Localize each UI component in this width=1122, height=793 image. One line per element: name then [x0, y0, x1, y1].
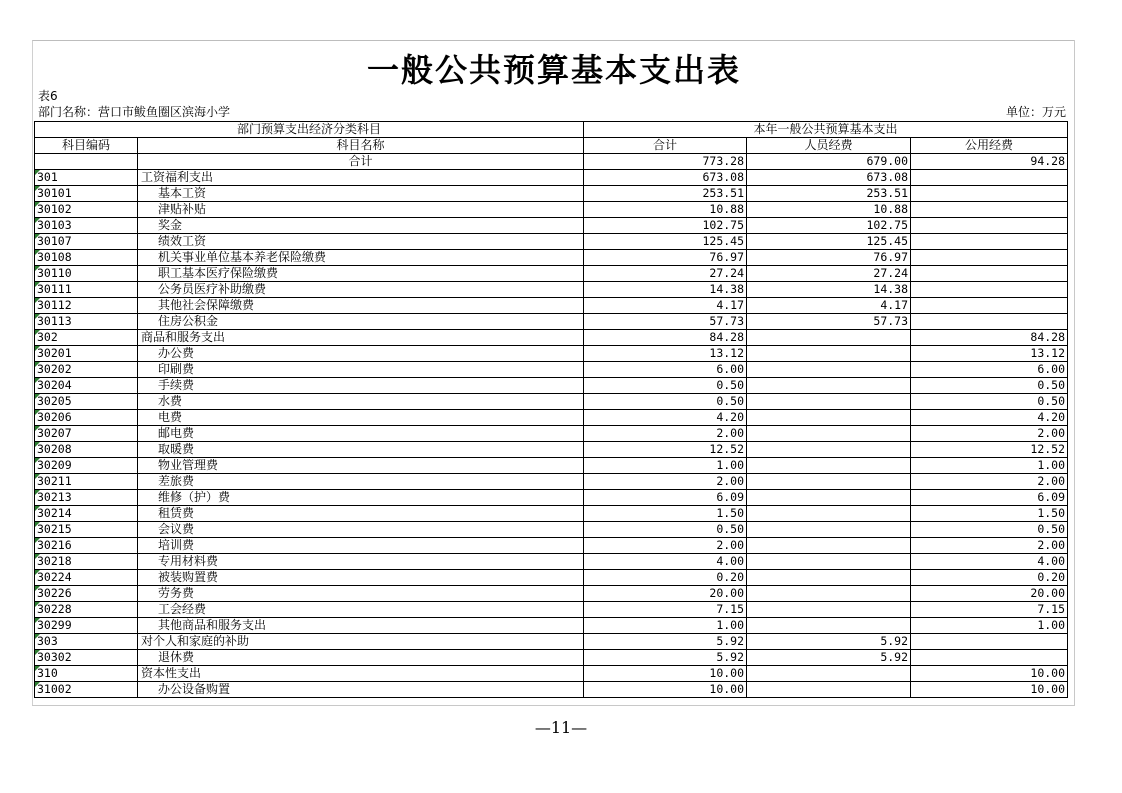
row-public: 0.20 — [911, 570, 1068, 586]
row-public: 0.50 — [911, 378, 1068, 394]
table-row — [35, 474, 1068, 490]
header-public: 公用经费 — [911, 138, 1068, 154]
row-total: 10.88 — [584, 202, 747, 218]
table-row — [35, 554, 1068, 570]
row-code: 30226 — [35, 586, 138, 602]
header-column-row — [35, 138, 1068, 154]
table-row — [35, 186, 1068, 202]
row-name: 住房公积金 — [138, 314, 584, 330]
row-personnel — [747, 442, 911, 458]
row-code: 31002 — [35, 682, 138, 698]
row-code: 30204 — [35, 378, 138, 394]
row-public: 1.50 — [911, 506, 1068, 522]
table-row — [35, 266, 1068, 282]
header-name: 科目名称 — [138, 138, 584, 154]
row-code: 30213 — [35, 490, 138, 506]
row-personnel: 10.88 — [747, 202, 911, 218]
row-name: 对个人和家庭的补助 — [138, 634, 584, 650]
row-name: 办公费 — [138, 346, 584, 362]
row-personnel — [747, 362, 911, 378]
header-code: 科目编码 — [35, 138, 138, 154]
row-name: 办公设备购置 — [138, 682, 584, 698]
row-total: 0.20 — [584, 570, 747, 586]
row-code: 30206 — [35, 410, 138, 426]
row-total: 4.00 — [584, 554, 747, 570]
row-public: 0.50 — [911, 394, 1068, 410]
row-name: 会议费 — [138, 522, 584, 538]
row-personnel: 14.38 — [747, 282, 911, 298]
row-code: 30209 — [35, 458, 138, 474]
row-public: 6.09 — [911, 490, 1068, 506]
row-name: 水费 — [138, 394, 584, 410]
table-row — [35, 170, 1068, 186]
table-row — [35, 458, 1068, 474]
row-total: 6.00 — [584, 362, 747, 378]
row-name: 印刷费 — [138, 362, 584, 378]
table-row — [35, 442, 1068, 458]
row-total: 84.28 — [584, 330, 747, 346]
row-personnel — [747, 570, 911, 586]
row-public: 7.15 — [911, 602, 1068, 618]
row-name: 绩效工资 — [138, 234, 584, 250]
row-name: 劳务费 — [138, 586, 584, 602]
row-code: 30207 — [35, 426, 138, 442]
row-name: 津贴补贴 — [138, 202, 584, 218]
row-personnel: 125.45 — [747, 234, 911, 250]
row-personnel: 76.97 — [747, 250, 911, 266]
row-public: 84.28 — [911, 330, 1068, 346]
row-total: 13.12 — [584, 346, 747, 362]
bottom-edge-line — [32, 705, 1075, 706]
row-public: 12.52 — [911, 442, 1068, 458]
row-name: 其他商品和服务支出 — [138, 618, 584, 634]
table-row — [35, 506, 1068, 522]
row-public — [911, 634, 1068, 650]
header-personnel: 人员经费 — [747, 138, 911, 154]
row-name: 工会经费 — [138, 602, 584, 618]
row-public: 1.00 — [911, 618, 1068, 634]
row-code: 30112 — [35, 298, 138, 314]
row-code: 30103 — [35, 218, 138, 234]
row-code: 30111 — [35, 282, 138, 298]
row-public: 13.12 — [911, 346, 1068, 362]
row-personnel — [747, 682, 911, 698]
row-name: 公务员医疗补助缴费 — [138, 282, 584, 298]
row-code: 30202 — [35, 362, 138, 378]
summary-code-cell — [35, 154, 138, 170]
row-code: 30110 — [35, 266, 138, 282]
table-row — [35, 538, 1068, 554]
row-name: 取暖费 — [138, 442, 584, 458]
row-personnel — [747, 378, 911, 394]
row-total: 10.00 — [584, 682, 747, 698]
table-row — [35, 282, 1068, 298]
table-row — [35, 410, 1068, 426]
row-total: 27.24 — [584, 266, 747, 282]
row-personnel — [747, 490, 911, 506]
row-code: 30214 — [35, 506, 138, 522]
row-public — [911, 250, 1068, 266]
table-row — [35, 522, 1068, 538]
row-code: 301 — [35, 170, 138, 186]
row-personnel — [747, 426, 911, 442]
row-personnel: 57.73 — [747, 314, 911, 330]
row-total: 57.73 — [584, 314, 747, 330]
row-total: 102.75 — [584, 218, 747, 234]
row-public: 2.00 — [911, 538, 1068, 554]
row-personnel — [747, 602, 911, 618]
row-total: 2.00 — [584, 426, 747, 442]
row-personnel — [747, 330, 911, 346]
row-public — [911, 170, 1068, 186]
row-public: 2.00 — [911, 474, 1068, 490]
row-personnel: 102.75 — [747, 218, 911, 234]
table-row — [35, 570, 1068, 586]
table-row — [35, 650, 1068, 666]
row-public: 6.00 — [911, 362, 1068, 378]
row-name: 基本工资 — [138, 186, 584, 202]
table-number: 表6 — [38, 89, 58, 103]
row-public: 4.20 — [911, 410, 1068, 426]
row-name: 奖金 — [138, 218, 584, 234]
table-row — [35, 602, 1068, 618]
row-name: 商品和服务支出 — [138, 330, 584, 346]
row-personnel — [747, 410, 911, 426]
row-total: 20.00 — [584, 586, 747, 602]
row-code: 30211 — [35, 474, 138, 490]
row-name: 专用材料费 — [138, 554, 584, 570]
row-total: 6.09 — [584, 490, 747, 506]
table-row — [35, 666, 1068, 682]
row-personnel — [747, 394, 911, 410]
document-page — [32, 40, 1075, 706]
row-name: 差旅费 — [138, 474, 584, 490]
table-row — [35, 298, 1068, 314]
header-group-row — [35, 122, 1068, 138]
row-code: 30201 — [35, 346, 138, 362]
unit-label: 单位：万元 — [1005, 105, 1066, 119]
row-name: 资本性支出 — [138, 666, 584, 682]
row-name: 物业管理费 — [138, 458, 584, 474]
row-public — [911, 298, 1068, 314]
header-group-left: 部门预算支出经济分类科目 — [35, 122, 584, 138]
row-public: 10.00 — [911, 666, 1068, 682]
row-public — [911, 650, 1068, 666]
table-row — [35, 394, 1068, 410]
row-name: 培训费 — [138, 538, 584, 554]
row-code: 30208 — [35, 442, 138, 458]
row-personnel: 253.51 — [747, 186, 911, 202]
row-personnel — [747, 346, 911, 362]
row-personnel — [747, 458, 911, 474]
row-code: 30108 — [35, 250, 138, 266]
row-name: 退休费 — [138, 650, 584, 666]
row-personnel — [747, 538, 911, 554]
row-public — [911, 218, 1068, 234]
row-code: 30224 — [35, 570, 138, 586]
page-title: 一般公共预算基本支出表 — [366, 51, 741, 89]
row-personnel: 5.92 — [747, 650, 911, 666]
row-total: 0.50 — [584, 522, 747, 538]
summary-row — [35, 154, 1068, 170]
row-total: 12.52 — [584, 442, 747, 458]
table-row — [35, 314, 1068, 330]
header-total: 合计 — [584, 138, 747, 154]
row-total: 1.00 — [584, 618, 747, 634]
table-row — [35, 218, 1068, 234]
row-name: 其他社会保障缴费 — [138, 298, 584, 314]
row-code: 30216 — [35, 538, 138, 554]
row-name: 被装购置费 — [138, 570, 584, 586]
row-code: 310 — [35, 666, 138, 682]
row-name: 机关事业单位基本养老保险缴费 — [138, 250, 584, 266]
table-row — [35, 346, 1068, 362]
row-code: 30107 — [35, 234, 138, 250]
summary-public: 94.28 — [911, 154, 1068, 170]
row-personnel: 27.24 — [747, 266, 911, 282]
row-code: 30205 — [35, 394, 138, 410]
table-row — [35, 362, 1068, 378]
header-group-right: 本年一般公共预算基本支出 — [584, 122, 1068, 138]
row-personnel — [747, 618, 911, 634]
row-public — [911, 234, 1068, 250]
row-personnel — [747, 506, 911, 522]
row-code: 30299 — [35, 618, 138, 634]
row-public — [911, 186, 1068, 202]
row-total: 0.50 — [584, 378, 747, 394]
row-total: 2.00 — [584, 474, 747, 490]
summary-personnel: 679.00 — [747, 154, 911, 170]
row-total: 2.00 — [584, 538, 747, 554]
row-code: 30102 — [35, 202, 138, 218]
row-public — [911, 282, 1068, 298]
row-total: 253.51 — [584, 186, 747, 202]
row-total: 5.92 — [584, 634, 747, 650]
table-row — [35, 202, 1068, 218]
row-total: 4.17 — [584, 298, 747, 314]
row-code: 30218 — [35, 554, 138, 570]
row-name: 邮电费 — [138, 426, 584, 442]
row-personnel — [747, 666, 911, 682]
table-row — [35, 378, 1068, 394]
row-name: 租赁费 — [138, 506, 584, 522]
row-personnel: 5.92 — [747, 634, 911, 650]
row-public — [911, 202, 1068, 218]
row-code: 30113 — [35, 314, 138, 330]
row-code: 30101 — [35, 186, 138, 202]
row-public: 2.00 — [911, 426, 1068, 442]
row-public: 0.50 — [911, 522, 1068, 538]
table-row — [35, 330, 1068, 346]
row-code: 30228 — [35, 602, 138, 618]
row-personnel — [747, 554, 911, 570]
row-total: 1.00 — [584, 458, 747, 474]
row-name: 维修（护）费 — [138, 490, 584, 506]
row-total: 0.50 — [584, 394, 747, 410]
summary-total: 773.28 — [584, 154, 747, 170]
row-public — [911, 266, 1068, 282]
row-code: 30302 — [35, 650, 138, 666]
row-total: 5.92 — [584, 650, 747, 666]
table-row — [35, 426, 1068, 442]
row-total: 673.08 — [584, 170, 747, 186]
row-public: 4.00 — [911, 554, 1068, 570]
table-row — [35, 586, 1068, 602]
row-name: 手续费 — [138, 378, 584, 394]
row-code: 302 — [35, 330, 138, 346]
row-public: 1.00 — [911, 458, 1068, 474]
row-code: 303 — [35, 634, 138, 650]
table-row — [35, 634, 1068, 650]
row-public: 20.00 — [911, 586, 1068, 602]
row-personnel: 4.17 — [747, 298, 911, 314]
row-total: 14.38 — [584, 282, 747, 298]
table-row — [35, 234, 1068, 250]
table-row — [35, 682, 1068, 698]
row-personnel — [747, 474, 911, 490]
row-public: 10.00 — [911, 682, 1068, 698]
row-personnel — [747, 586, 911, 602]
row-total: 1.50 — [584, 506, 747, 522]
table-row — [35, 250, 1068, 266]
row-total: 4.20 — [584, 410, 747, 426]
summary-label: 合计 — [138, 154, 584, 170]
row-personnel: 673.08 — [747, 170, 911, 186]
row-name: 电费 — [138, 410, 584, 426]
table-row — [35, 490, 1068, 506]
row-total: 7.15 — [584, 602, 747, 618]
table-row — [35, 618, 1068, 634]
row-name: 工资福利支出 — [138, 170, 584, 186]
department-name: 部门名称：营口市鲅鱼圈区滨海小学 — [38, 105, 231, 119]
row-name: 职工基本医疗保险缴费 — [138, 266, 584, 282]
row-total: 76.97 — [584, 250, 747, 266]
right-edge-line — [1074, 40, 1075, 705]
page-number: —11— — [534, 718, 588, 737]
row-personnel — [747, 522, 911, 538]
row-total: 10.00 — [584, 666, 747, 682]
budget-table — [34, 121, 1068, 698]
row-code: 30215 — [35, 522, 138, 538]
row-total: 125.45 — [584, 234, 747, 250]
row-public — [911, 314, 1068, 330]
